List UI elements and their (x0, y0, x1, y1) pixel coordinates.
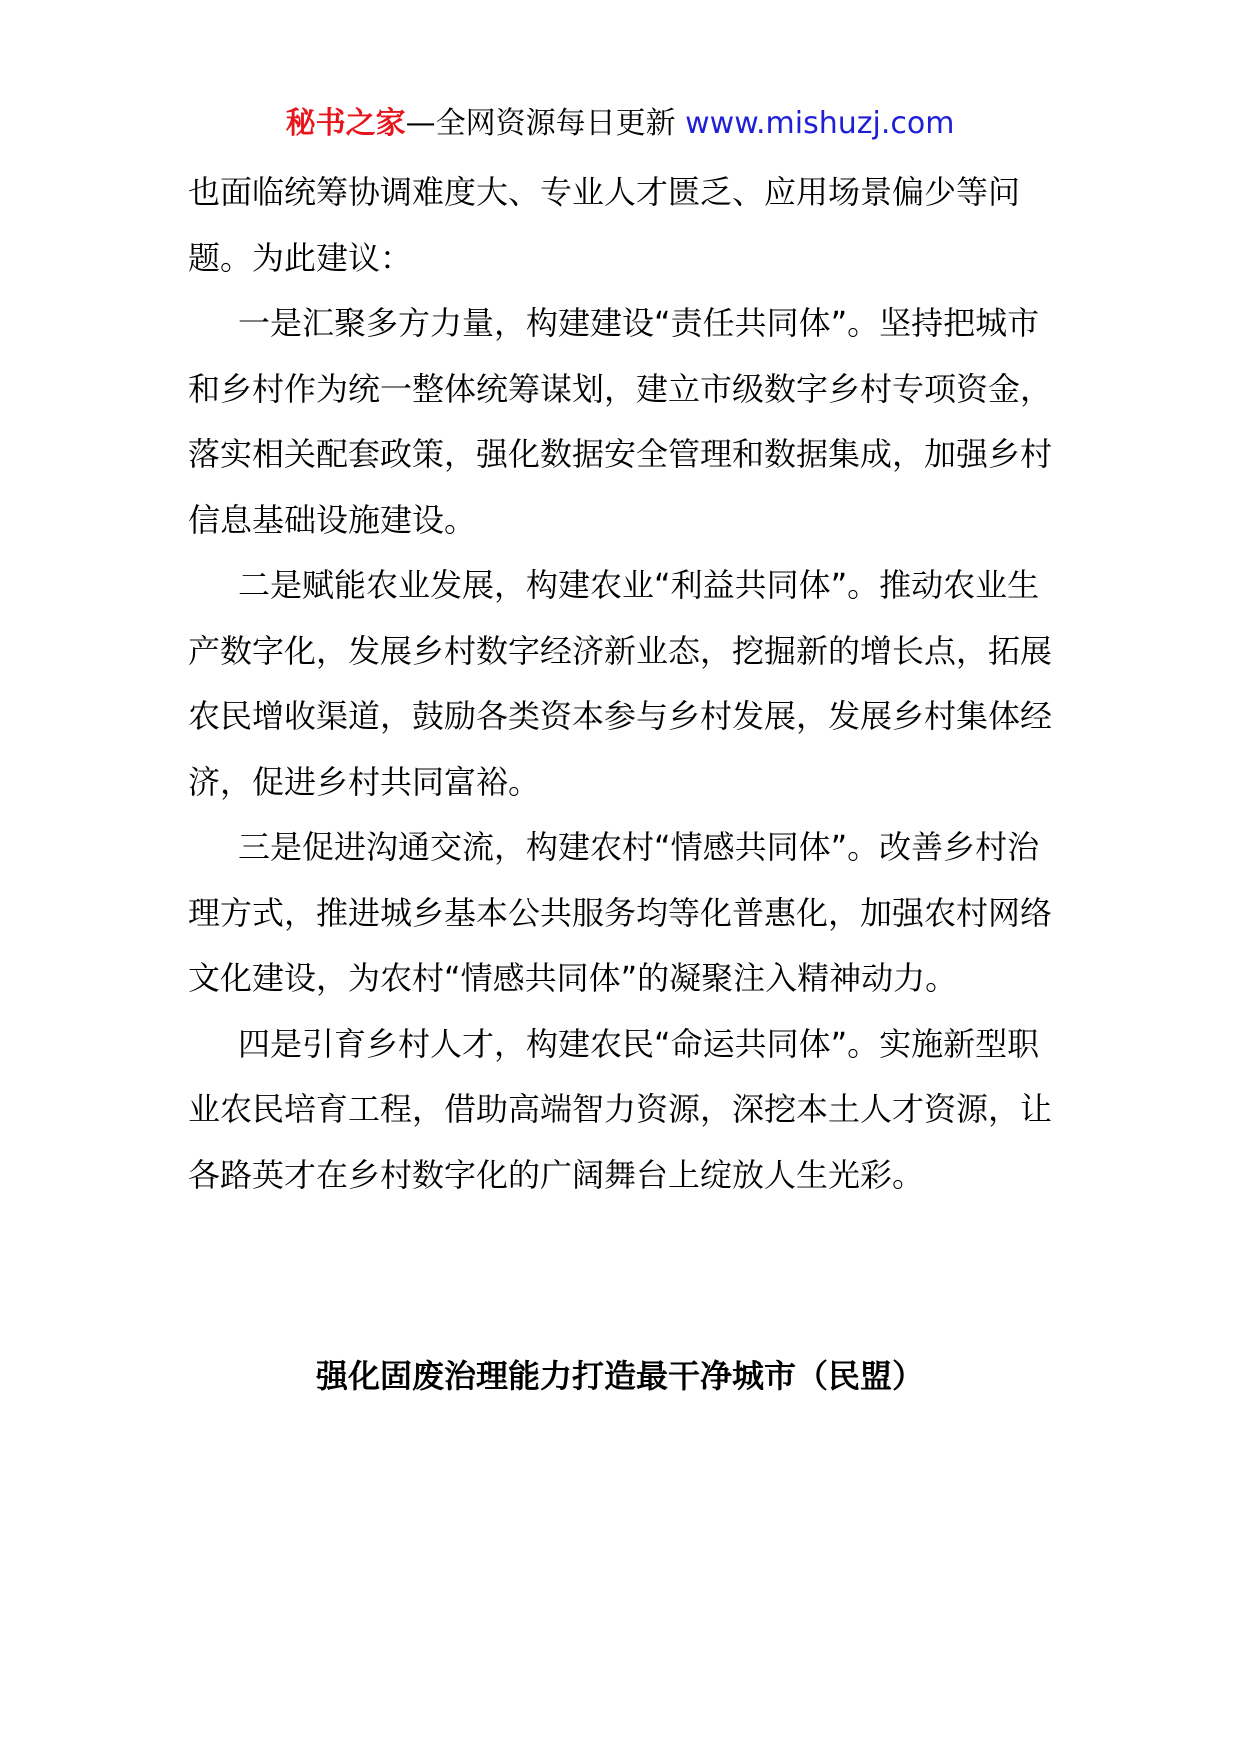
paragraph-intro: 也面临统筹协调难度大、专业人才匮乏、应用场景偏少等问题。为此建议： (188, 173, 1021, 277)
paragraph-point-2: 二是赋能农业发展，构建农业“利益共同体”。推动农业生产数字化，发展乡村数字经济新业态，挖掘新的增长点，拓展农民增收渠道，鼓励各类资本参与乡村发展，发展乡村集体经济，促进乡村共同富裕。 (188, 566, 1053, 801)
paragraph-point-4: 四是引育乡村人才，构建农民“命运共同体”。实施新型职业农民培育工程，借助高端智力资源，深挖本土人才资源，让各路英才在乡村数字化的广阔舞台上绽放人生光彩。 (188, 1024, 1053, 1194)
site-header (0, 104, 1240, 144)
site-url-link[interactable]: www.mishuzj.com (685, 106, 955, 141)
document-body (188, 160, 1058, 1208)
site-tagline: —全网资源每日更新 (405, 106, 676, 141)
section-heading: 强化固废治理能力打造最干净城市（民盟） (315, 1357, 924, 1395)
paragraph-point-3: 三是促进沟通交流，构建农村“情感共同体”。改善乡村治理方式，推进城乡基本公共服务均等化普惠化，加强农村网络文化建设，为农村“情感共同体”的凝聚注入精神动力。 (188, 828, 1053, 997)
paragraph-point-1: 一是汇聚多方力量，构建建设“责任共同体”。坚持把城市和乡村作为统一整体统筹谋划，建立市级数字乡村专项资金，落实相关配套政策，强化数据安全管理和数据集成，加强乡村信息基础设施建设。 (188, 304, 1053, 539)
site-brand: 秘书之家 (285, 106, 406, 141)
